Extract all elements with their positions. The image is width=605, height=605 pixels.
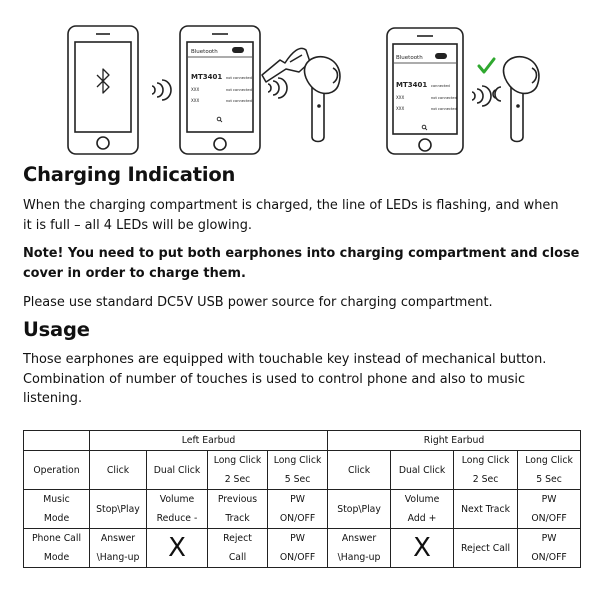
cell-text: Dual Click [398, 464, 446, 476]
text-line: listening. [23, 391, 83, 406]
action-cell [391, 490, 454, 529]
column-header [454, 451, 518, 490]
bluetooth-toggle-icon [232, 47, 244, 53]
action-cell [268, 490, 328, 529]
column-header [208, 451, 268, 490]
operations-table [23, 430, 581, 568]
earbud-illustration [504, 57, 539, 142]
cell-text: Left Earbud [181, 435, 236, 446]
action-cell [208, 490, 268, 529]
cell-text: Stop\Play [96, 503, 140, 515]
action-cell [268, 529, 328, 568]
cell-text: Previous [217, 494, 258, 505]
cell-text: Mode [43, 513, 70, 524]
pairing-illustration [0, 0, 605, 160]
screen-device-status: not connected [226, 76, 252, 80]
screen-device-name: MT3401 [191, 73, 223, 81]
left-earbud-header [90, 431, 328, 451]
table-header-row [24, 431, 581, 451]
cell-text: Music [43, 494, 70, 505]
not-available-cell [391, 529, 454, 568]
cell-text: Dual Click [153, 464, 201, 476]
cell-text: Long Click [525, 455, 573, 466]
cell-text: Stop\Play [337, 503, 381, 515]
cell-text: 2 Sec [224, 474, 251, 485]
action-cell [454, 529, 518, 568]
signal-waves-icon [152, 80, 171, 100]
screen-row-name: XXX [396, 95, 405, 100]
action-cell [518, 490, 581, 529]
action-cell [208, 529, 268, 568]
text-line: Combination of number of touches is used to control phone and also to music [23, 371, 526, 387]
hand-pointer-illustration [262, 48, 310, 82]
cell-text: Phone Call [31, 533, 82, 544]
text-line: When the charging compartment is charged, the line of LEDs is flashing, and when [23, 198, 559, 213]
cell-text: ON/OFF [279, 513, 316, 524]
column-header [268, 451, 328, 490]
cell-text: ON/OFF [531, 513, 567, 524]
operation-header [24, 451, 90, 490]
cell-text: Operation [33, 464, 80, 476]
screen-row-status: not connected [226, 99, 252, 103]
cell-text: Add + [407, 513, 437, 524]
cell-text: ON/OFF [531, 552, 567, 563]
cell-text: ON/OFF [279, 552, 316, 563]
cell-text: Right Earbud [423, 435, 485, 446]
bluetooth-toggle-icon [435, 53, 447, 59]
column-header [90, 451, 147, 490]
earbud-illustration [305, 57, 340, 142]
mode-label [24, 529, 90, 568]
cell-text: Track [225, 513, 250, 524]
action-cell [328, 490, 391, 529]
text-line: cover in order to charge them. [23, 265, 246, 281]
table-header-row [24, 451, 581, 490]
screen-bluetooth-label: Bluetooth [191, 49, 218, 55]
action-cell [328, 529, 391, 568]
column-header [328, 451, 391, 490]
screen-row-status: not connected [431, 96, 457, 100]
cell-text: Long Click [461, 455, 510, 466]
table-row [24, 490, 581, 529]
mode-label [24, 490, 90, 529]
cell-text: PW [290, 494, 305, 505]
cell-text: \Hang-up [96, 552, 140, 563]
cell-text: Answer [341, 533, 377, 544]
cell-text: Click [347, 464, 371, 476]
charging-heading: Charging Indication [23, 163, 236, 186]
cell-text: Reject Call [460, 542, 511, 554]
bluetooth-icon [97, 69, 109, 93]
cell-text: PW [541, 533, 557, 544]
cell-text: 5 Sec [284, 474, 311, 485]
screen-row-name: XXX [396, 106, 405, 111]
action-cell [147, 490, 208, 529]
cell-text: Long Click [213, 455, 262, 466]
cell-text: X [413, 532, 431, 563]
cell-text: PW [541, 494, 557, 505]
cell-text: X [168, 532, 186, 563]
screen-row-name: XXX [191, 87, 200, 92]
action-cell [518, 529, 581, 568]
cell-text: 2 Sec [472, 474, 499, 485]
right-earbud-header [328, 431, 581, 451]
usage-heading: Usage [23, 318, 90, 341]
search-icon [217, 117, 222, 122]
cell-text: Next Track [461, 503, 511, 515]
cell-text: \Hang-up [337, 552, 381, 563]
usage-paragraph [23, 350, 583, 409]
power-source-text: Please use standard DC5V USB power source for charging compartment. [23, 295, 493, 310]
charging-note [23, 244, 583, 283]
cell-text: Long Click [273, 455, 322, 466]
action-cell [90, 490, 147, 529]
screen-row-status: not connected [431, 107, 457, 111]
empty-cell [24, 431, 90, 451]
text-line: Note! You need to put both earphones into charging compartment and close [23, 246, 580, 261]
checkmark-icon [479, 59, 494, 72]
cell-text: Click [106, 464, 130, 476]
charging-paragraph [23, 196, 583, 235]
screen-row-status: not connected [226, 88, 252, 92]
screen-row-name: XXX [191, 98, 200, 103]
signal-waves-icon [472, 86, 501, 106]
screen-device-name: MT3401 [396, 81, 428, 89]
action-cell [454, 490, 518, 529]
column-header [518, 451, 581, 490]
signal-waves-icon [268, 78, 287, 98]
cell-text: Call [228, 552, 247, 563]
cell-text: Reduce - [156, 513, 198, 524]
search-icon [422, 125, 427, 130]
action-cell [90, 529, 147, 568]
phone-connected-illustration [387, 28, 463, 154]
cell-text: Mode [43, 552, 70, 563]
text-line: Those earphones are equipped with touchable key instead of mechanical button. [23, 352, 547, 367]
column-header [391, 451, 454, 490]
table-row [24, 529, 581, 568]
cell-text: Answer [100, 533, 136, 544]
cell-text: PW [290, 533, 305, 544]
screen-device-status: connected [431, 84, 450, 88]
cell-text: Volume [404, 494, 440, 505]
column-header [147, 451, 208, 490]
cell-text: 5 Sec [536, 474, 562, 485]
not-available-cell [147, 529, 208, 568]
text-line: it is full – all 4 LEDs will be glowing. [23, 217, 252, 233]
screen-bluetooth-label: Bluetooth [396, 55, 423, 61]
cell-text: Volume [159, 494, 195, 505]
cell-text: Reject [223, 533, 252, 544]
